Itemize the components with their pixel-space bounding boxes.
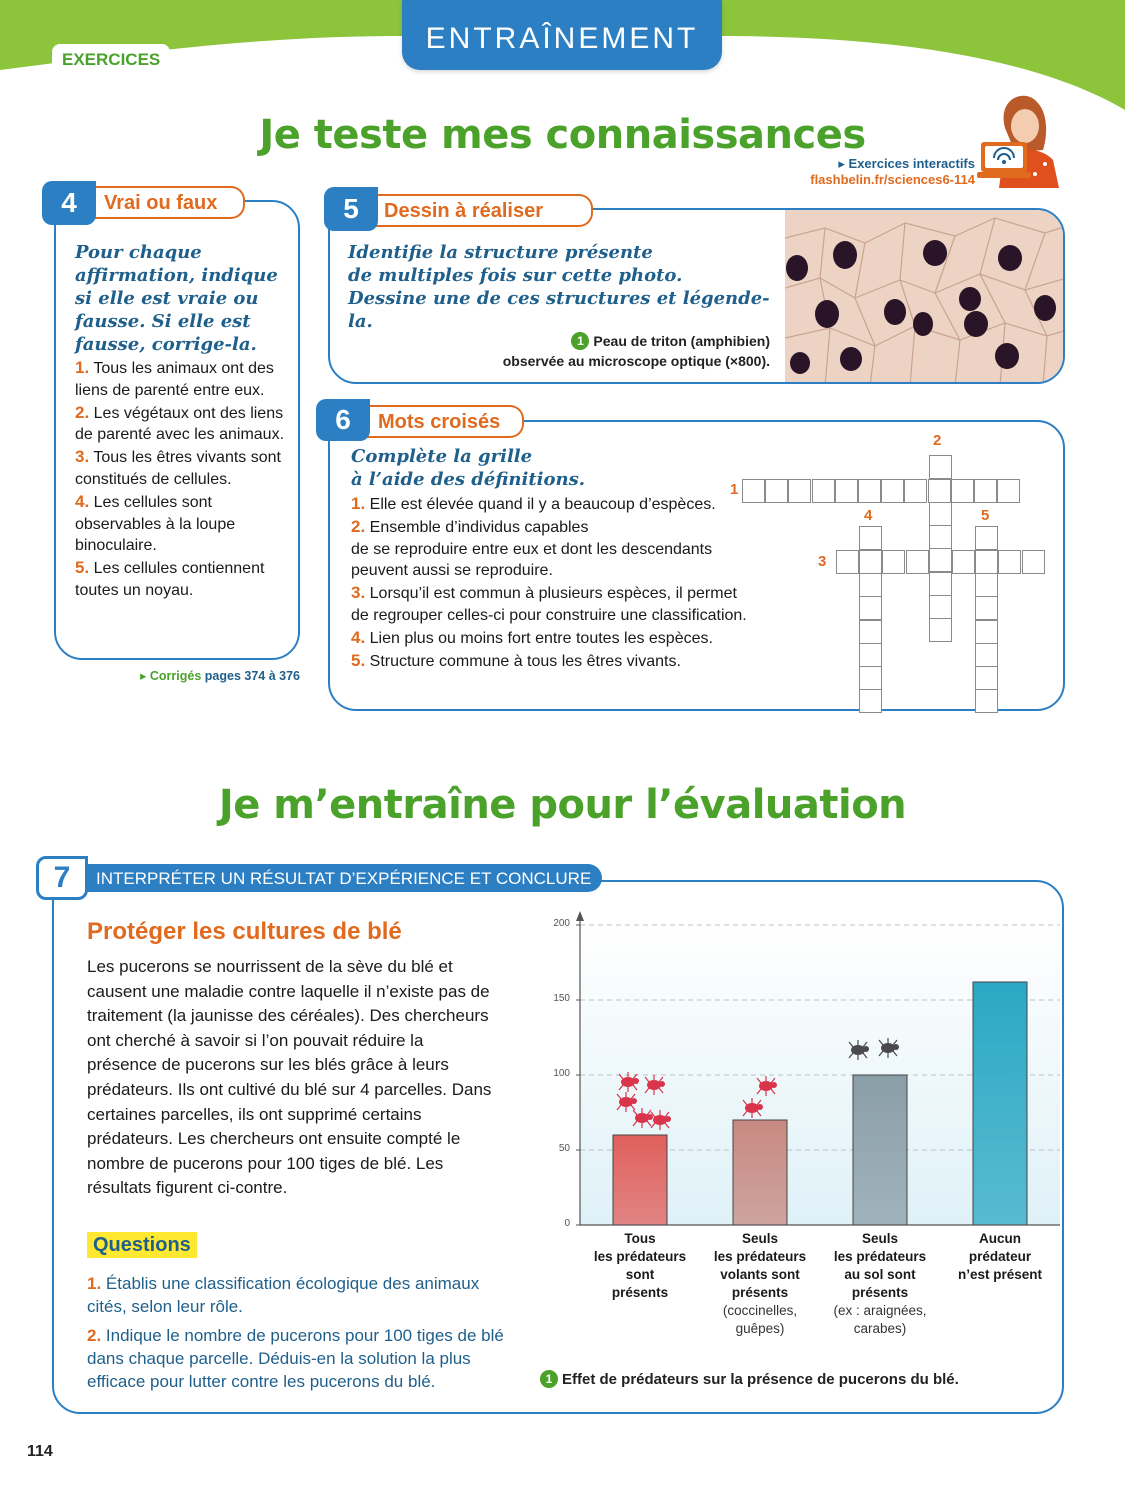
exercise-7-paragraph: Les pucerons se nourrissent de la sève du blé et causent une maladie contre laquelle il n’existe pas de traitement (la jaunisse des céréales). Des chercheurs ont cherché à savoir si l’on pouvait réduire la présence de pucerons sur les blés grâce à leurs prédateurs. Ils ont cultivé du blé sur 4 parcelles. Dans certaines parcelles, ils ont supprimé certains prédateurs. Les chercheurs ont ensuite compté le nombre de pucerons pour 100 tiges de blé. Les résultats figurent ci-contre. (87, 957, 492, 1198)
x-category-label: Seuls les prédateurs au sol sont présents (ex : araignées, carabes) (833, 1231, 927, 1336)
chart-svg (520, 900, 1060, 1240)
instruction-line: Dessine une de ces structures et légende-la. (348, 288, 770, 332)
corriges-pages: pages 374 à 376 (204, 669, 300, 683)
exercise-5-label: Dessin à réaliser (370, 194, 593, 227)
crossword-number-1: 1 (730, 481, 739, 498)
section-title-evaluation: Je m’entraîne pour l’évaluation (218, 782, 907, 828)
crossword-number-2: 2 (933, 432, 942, 449)
exercise-7-label: INTERPRÉTER UN RÉSULTAT D’EXPÉRIENCE ET CONCLURE (D4) (86, 864, 602, 892)
exercise-4-list (75, 357, 290, 602)
definition-line: 3. Lorsqu’il est commun à plusieurs espèces, il permet (351, 583, 737, 603)
x-category-label: Tous les prédateurs sont présents (593, 1231, 687, 1300)
corriges-prefix: ▸ Corrigés (140, 669, 202, 683)
instruction-line: à l’aide des définitions. (351, 469, 585, 490)
exercise-5-caption (420, 331, 770, 371)
chart-bar (973, 982, 1027, 1225)
caption-text: Effet de prédateurs sur la présence de pucerons du blé. (562, 1371, 959, 1388)
y-tick-label: 200 (553, 918, 570, 929)
exercise-7-heading: Protéger les cultures de blé (87, 918, 402, 945)
crossword-number-3: 3 (818, 553, 827, 570)
crossword-number-5: 5 (981, 507, 990, 524)
exercise-4-instruction: Pour chaque affirmation, indique si elle est vraie ou fausse. Si elle est fausse, corrige-la. (75, 242, 278, 355)
y-axis-arrow (576, 911, 584, 921)
exercise-7-number: 7 (36, 856, 88, 900)
definition-line: 2. Ensemble d’individus capables (351, 516, 589, 536)
exercise-4-label: Vrai ou faux (90, 186, 245, 219)
list-item: 2. Les végétaux ont des liens de parenté avec les animaux. (75, 402, 285, 444)
interactive-link[interactable]: flashbelin.fr/sciences6-114 (810, 172, 975, 187)
y-tick-label: 50 (558, 1143, 570, 1154)
definition-line: 5. Structure commune à tous les êtres vivants. (351, 650, 681, 670)
instruction-line: Complète la grille (351, 446, 533, 467)
section-title-connaissances: Je teste mes connaissances (259, 112, 866, 158)
bar-chart (520, 900, 1060, 1370)
triton-skin-micrograph (785, 208, 1065, 384)
y-tick-label: 100 (553, 1068, 570, 1079)
exercise-5-instruction (348, 241, 788, 333)
exercise-6-instruction (351, 445, 651, 491)
corriges-link[interactable] (100, 668, 300, 683)
y-tick-label: 0 (564, 1218, 570, 1229)
definition-line: 4. Lien plus ou moins fort entre toutes les espèces. (351, 627, 713, 647)
page-number: 114 (27, 1443, 53, 1460)
definition-line: 1. Elle est élevée quand il y a beaucoup d’espèces. (351, 494, 716, 513)
chart-bar (613, 1135, 667, 1225)
definition-line: de se reproduire entre eux et dont les descendants (351, 540, 713, 558)
exercise-6-number: 6 (316, 399, 370, 441)
list-item: 5. Les cellules contiennent toutes un noyau. (75, 558, 265, 599)
caption-number: 1 (540, 1370, 558, 1388)
chart-bar (853, 1075, 907, 1225)
crossword-number-4: 4 (864, 507, 873, 524)
definition-line: de regrouper celles-ci pour construire une classification. (351, 606, 747, 624)
caption-line: observée au microscope optique (×800). (502, 353, 770, 369)
y-tick-label: 150 (553, 993, 570, 1004)
girl-laptop-illustration (975, 88, 1070, 188)
list-item: 4. Les cellules sont observables à la loupe binoculaire. (75, 491, 236, 555)
interactive-label: ▸ Exercices interactifs (838, 156, 975, 171)
list-item: 1. Tous les animaux ont des liens de parenté entre eux. (75, 358, 274, 399)
caption-line: Peau de triton (amphibien) (593, 333, 770, 349)
list-item: 3. Tous les êtres vivants sont constitués de cellules. (75, 447, 281, 488)
interactive-exercises[interactable] (780, 156, 975, 188)
definition-line: peuvent aussi se reproduire. (351, 562, 553, 580)
exercise-5-number: 5 (324, 187, 378, 231)
question-1: 1. Établis une classification écologique des animaux cités, selon leur rôle. (87, 1274, 480, 1316)
caption-number: 1 (571, 332, 589, 350)
x-category-label: Aucun prédateur n’est présent (957, 1231, 1043, 1282)
x-category-label: Seuls les prédateurs volants sont présents (coccinelles, guêpes) (713, 1231, 807, 1336)
questions-label: Questions (87, 1232, 197, 1258)
chart-caption (540, 1370, 959, 1388)
exercise-4-number: 4 (42, 181, 96, 225)
chart-bar (733, 1120, 787, 1225)
question-2: 2. Indique le nombre de pucerons pour 100 tiges de blé dans chaque parcelle. Déduis-en la solution la plus efficace pour lutter contre les pucerons du blé. (87, 1326, 504, 1391)
instruction-line: de multiples fois sur cette photo. (348, 265, 683, 286)
exercise-6-definitions (351, 493, 801, 672)
exercices-tab[interactable]: EXERCICES (52, 44, 170, 74)
instruction-line: Identifie la structure présente (348, 242, 653, 263)
entrainement-banner: ENTRAÎNEMENT (402, 0, 722, 70)
exercise-6-label: Mots croisés (364, 405, 524, 438)
